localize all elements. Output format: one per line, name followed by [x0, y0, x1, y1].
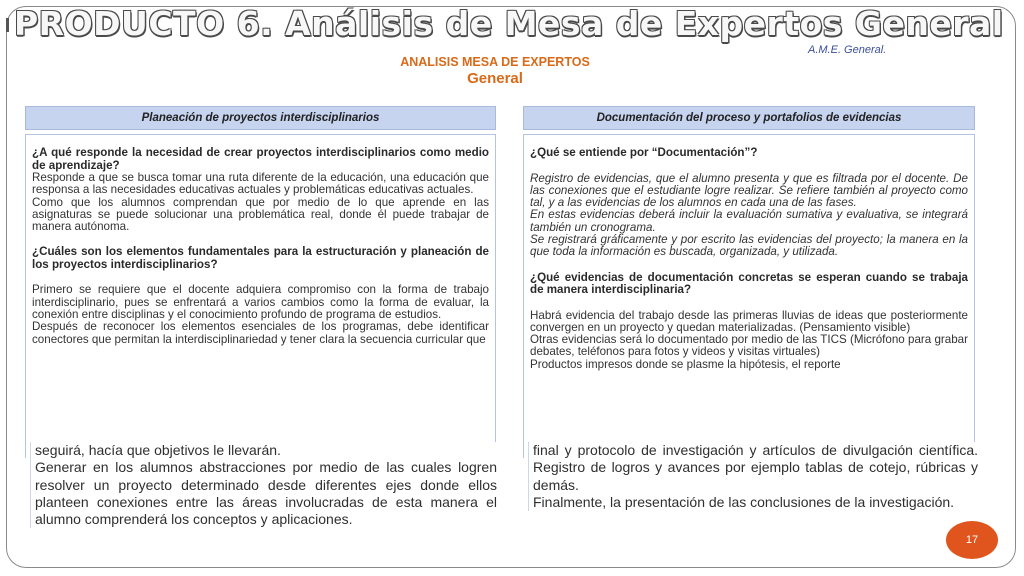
- left-continuation-line: seguirá, hacía que objetivos le llevarán.: [35, 442, 281, 458]
- left-continuation-paragraph: Generar en los alumnos abstracciones por medio de las cuales logren resolver un proyecto determinado desde diferentes ejes donde ellos planteen conexiones entre las áreas involucradas de esta manera el alumno comprenderá los conceptos y aplicaciones.: [35, 459, 497, 528]
- left-column-body: [25, 134, 496, 458]
- left-question-2: ¿Cuáles son los elementos fundamentales para la estructuración y planeación de los proyectos interdisciplinarios?: [32, 245, 489, 271]
- right-answer-1a: Registro de evidencias, que el alumno presenta y que es filtrada por el docente. De las conexiones que el estudiante logre realizar. Se refiere también al proyecto como tal, y a las evidencias de los alumnos en cada una de las fases.: [530, 171, 968, 210]
- right-column: [523, 106, 975, 458]
- spacer: [530, 297, 968, 310]
- right-continuation-paragraph: final y protocolo de investigación y artículos de divulgación científica. Registro de logros y avances por ejemplo tablas de cotejo, rúbricas y demás.: [533, 442, 978, 493]
- left-answer-2b: Después de reconocer los elementos esenciales de los programas, debe identificar conectores que permitan la interdisciplinariedad y tener clara la secuencia curricular que: [32, 320, 489, 346]
- left-question-1: ¿A qué responde la necesidad de crear proyectos interdisciplinarios como medio de aprendizaje?: [32, 146, 489, 172]
- left-column: [25, 106, 496, 458]
- right-answer-2b: Otras evidencias será lo documentado por medio de las TICS (Micrófono para grabar debates, teléfonos para fotos y videos y visitas virtuales): [530, 333, 968, 359]
- right-question-1: ¿Qué se entiende por “Documentación”?: [530, 146, 758, 159]
- right-continuation: [528, 442, 978, 511]
- left-answer-2a: Primero se requiere que el docente adquiera compromiso con la forma de trabajo interdisciplinario, pues se enfrentará a varios cambios como la forma de evaluar, la conexión entre disciplinas y el conocimiento profundo de programa de estudios.: [32, 283, 489, 322]
- slide-title: PRODUCTO 6. Análisis de Mesa de Expertos General: [14, 4, 1004, 43]
- document-title: ANALISIS MESA DE EXPERTOS: [400, 55, 590, 69]
- title-marker: [6, 18, 9, 32]
- right-column-body: [523, 134, 975, 458]
- left-answer-1a: Responde a que se busca tomar una ruta diferente de la educación, una educación que responsa a las necesidades educativas actuales y problemáticas educativas actuales.: [32, 171, 489, 197]
- spacer: [530, 259, 968, 272]
- right-answer-1b: En estas evidencias deberá incluir la evaluación sumativa y evaluativa, se integrará también un cronograma.: [530, 208, 968, 234]
- right-column-header: Documentación del proceso y portafolios de evidencias: [523, 106, 975, 130]
- document-heading: [360, 55, 630, 88]
- spacer: [530, 160, 968, 173]
- right-answer-1c: Se registrará gráficamente y por escrito las evidencias del proyecto; la manera en la que toda la información es buscada, organizada, y utilizada.: [530, 232, 968, 259]
- document-subtitle: General: [467, 70, 523, 87]
- left-answer-1b: Como que los alumnos comprendan que por medio de lo que aprende en las asignaturas se puede solucionar una problemática real, donde él puede trabajar de manera autónoma.: [32, 195, 489, 234]
- left-column-header: Planeación de proyectos interdisciplinarios: [25, 106, 496, 130]
- right-answer-2c: Productos impresos donde se plasme la hipótesis, el reporte: [530, 357, 841, 371]
- left-continuation: [30, 442, 497, 528]
- right-answer-2a: Habrá evidencia del trabajo desde las primeras lluvias de ideas que posteriormente convergen en un proyecto y quedan materializadas. (Pensamiento visible): [530, 308, 968, 334]
- page-number-badge: 17: [946, 521, 998, 559]
- right-question-2: ¿Qué evidencias de documentación concretas se esperan cuando se trabaja de manera interdisciplinaria?: [530, 270, 968, 297]
- right-continuation-final: Finalmente, la presentación de las conclusiones de la investigación.: [533, 493, 955, 510]
- ame-label: A.M.E. General.: [808, 44, 887, 56]
